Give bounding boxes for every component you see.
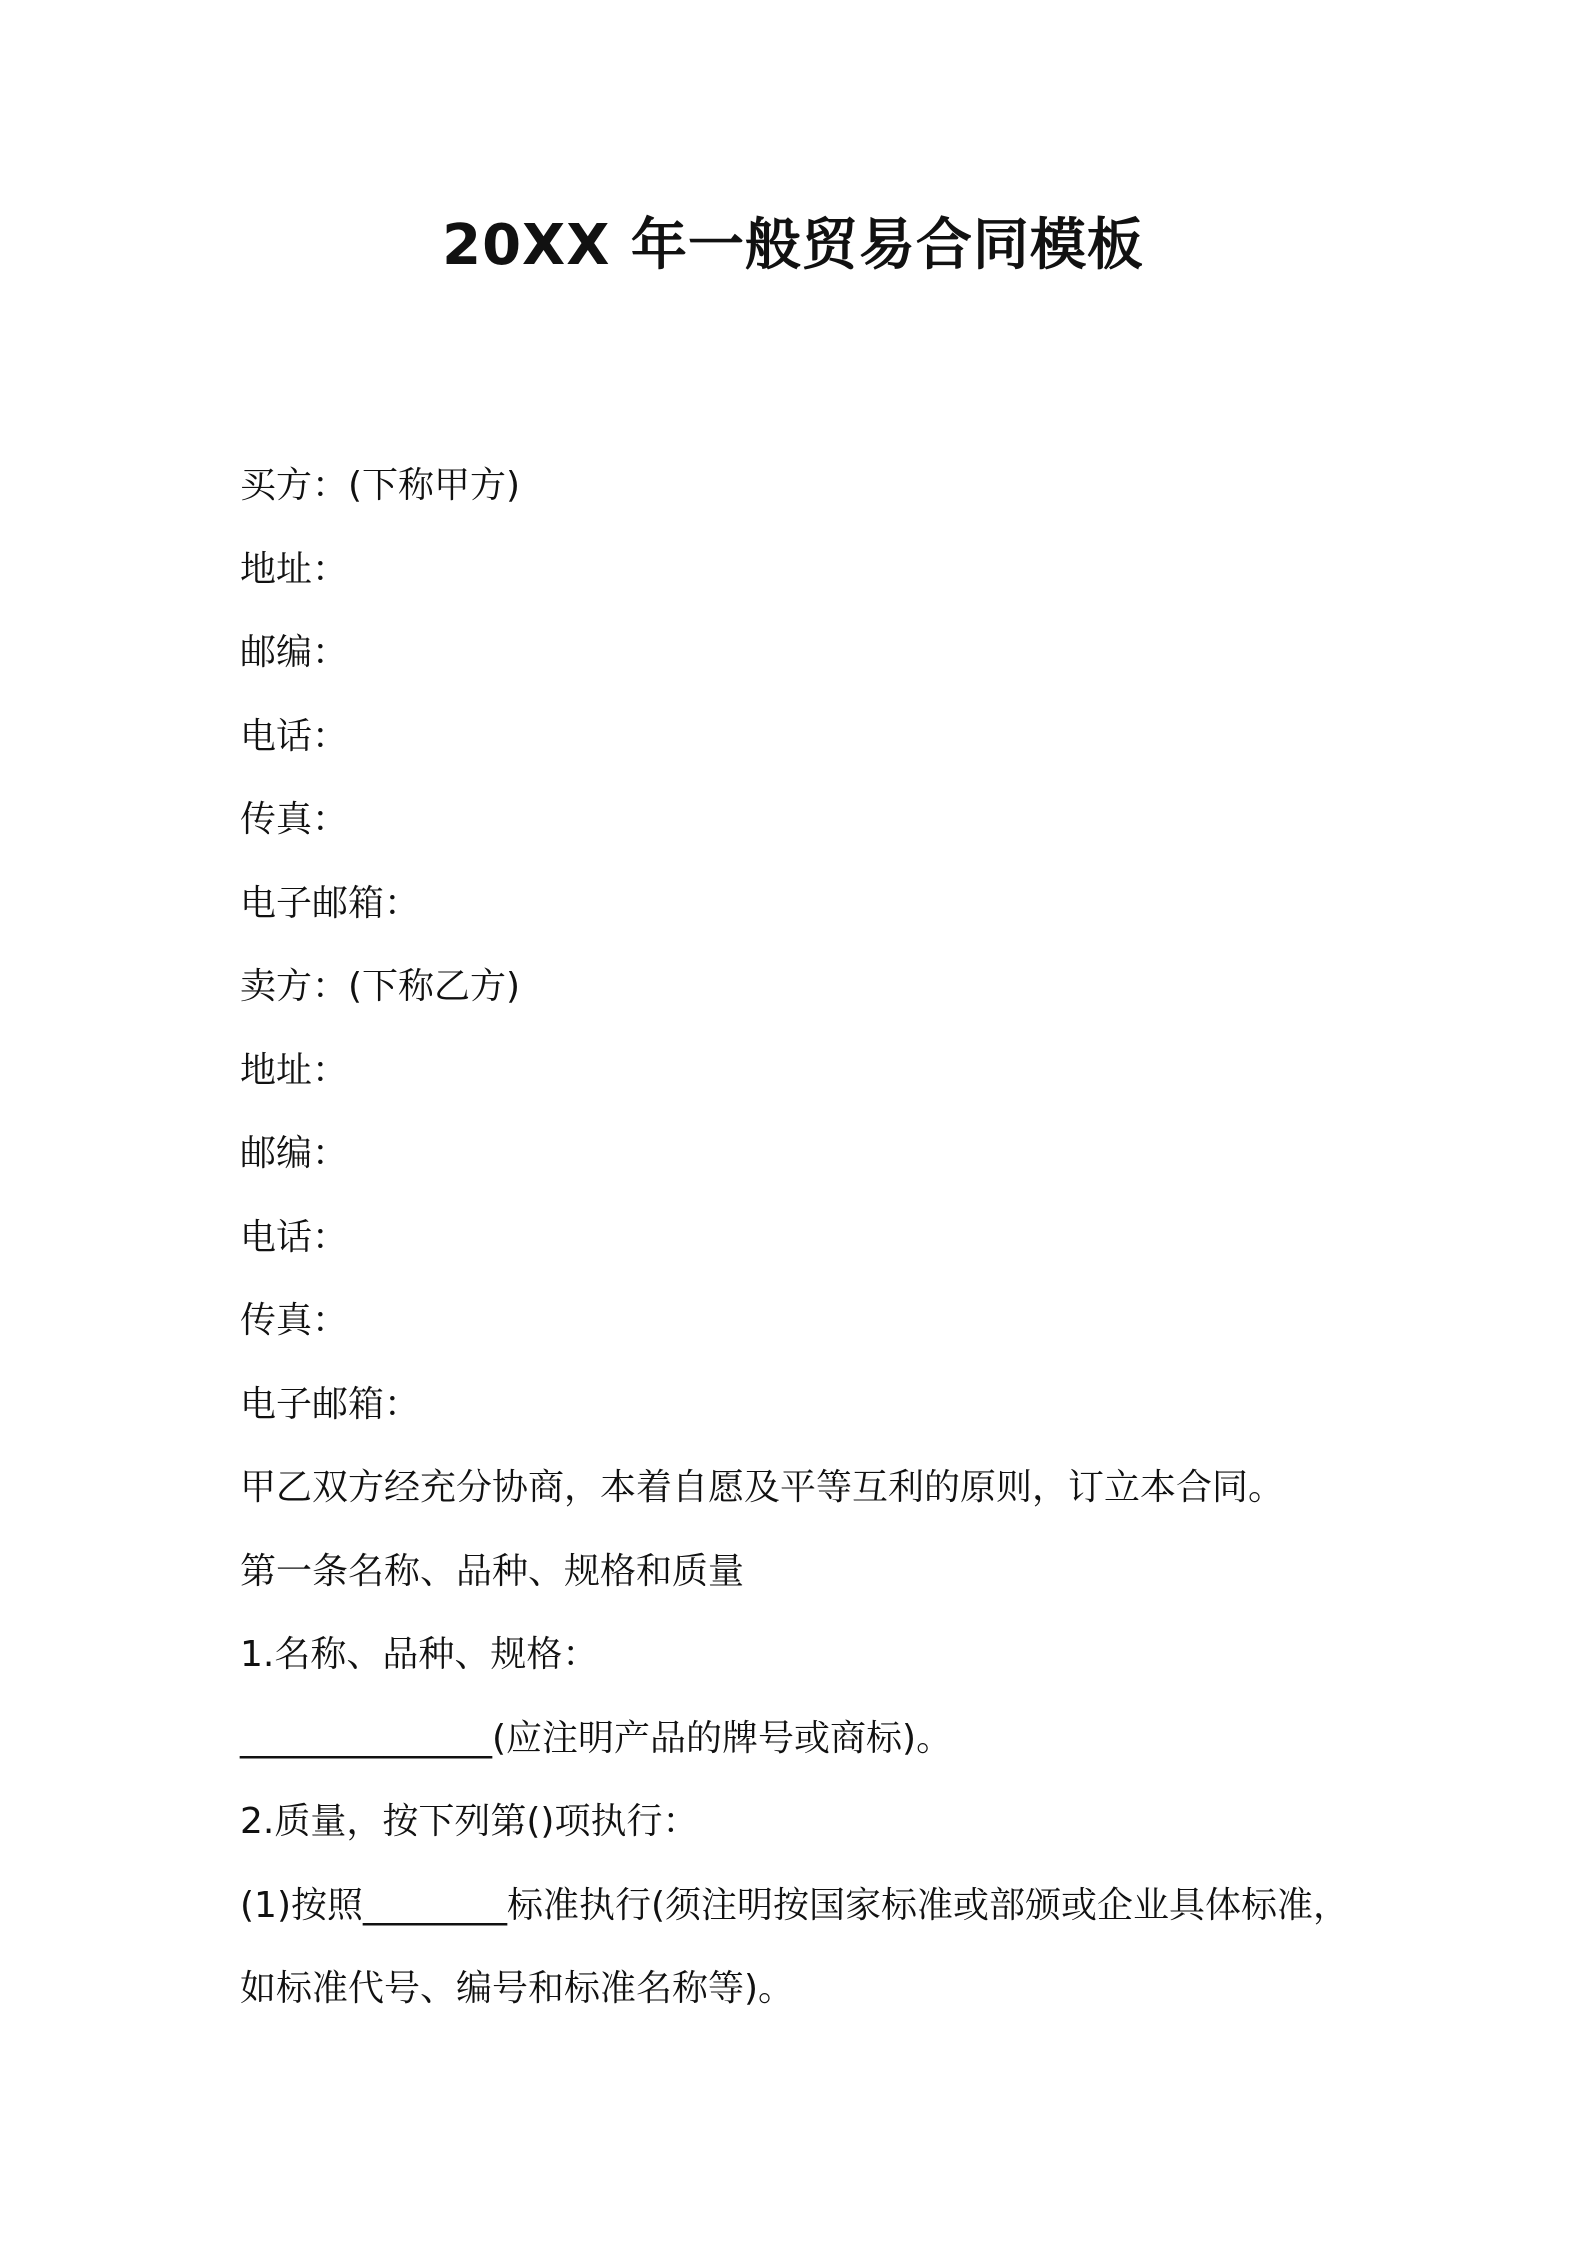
clause-1-name-spec: 1.名称、品种、规格： [240,1634,599,1675]
buyer-phone-label: 电话： [240,715,349,757]
buyer-label: 买方：(下称甲方) [240,465,521,506]
buyer-address-label: 地址： [240,548,349,590]
seller-label: 卖方：(下称乙方) [240,966,521,1007]
clause-1-blank-line: ______________(应注明产品的牌号或商标)。 [240,1717,953,1759]
seller-phone-label: 电话： [240,1216,349,1258]
buyer-fax-label: 传真： [240,799,349,840]
document-title: 20XX 年一般贸易合同模板 [442,213,1144,278]
clause-2-quality: 2.质量，按下列第()项执行： [240,1801,699,1842]
agreement-intro-paragraph: 甲乙双方经充分协商，本着自愿及平等互利的原则，订立本合同。 [240,1467,1285,1508]
clause-2-item-1: (1)按照________标准执行(须注明按国家标准或部颁或企业具体标准， [240,1884,1350,1926]
seller-address-label: 地址： [240,1049,349,1091]
seller-fax-label: 传真： [240,1300,349,1341]
document-body [240,444,1370,2031]
buyer-postcode-label: 邮编： [240,632,349,673]
seller-email-label: 电子邮箱： [240,1383,421,1425]
seller-postcode-label: 邮编： [240,1133,349,1174]
clause-2-item-1-continued: 如标准代号、编号和标准名称等)。 [240,1968,795,2009]
buyer-email-label: 电子邮箱： [240,882,421,924]
article-one-heading: 第一条名称、品种、规格和质量 [240,1550,745,1592]
